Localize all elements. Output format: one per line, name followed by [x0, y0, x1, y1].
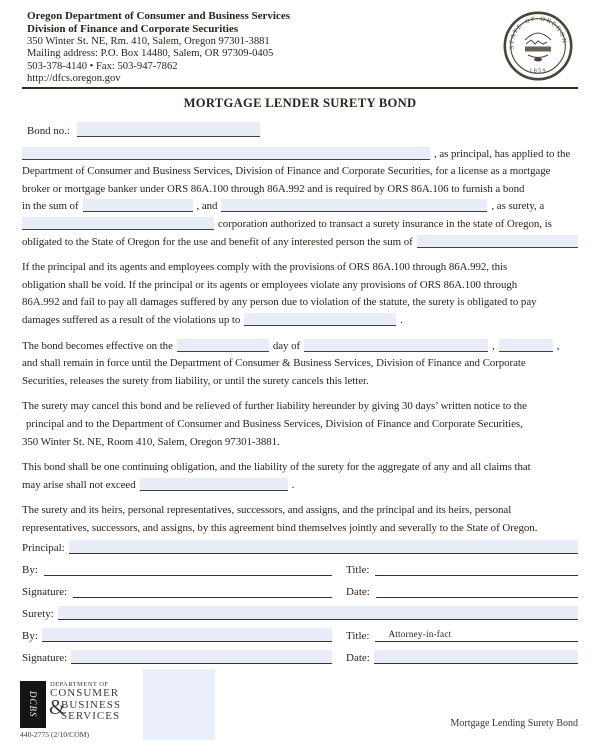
dcbs-logo-text	[50, 681, 121, 723]
form-text-line	[22, 275, 578, 293]
header-divider	[22, 87, 578, 89]
form-text-segment: ,	[492, 339, 495, 352]
form-text-line	[22, 518, 578, 536]
surety-signature-date-row	[22, 648, 578, 664]
principal-signature-line	[73, 585, 332, 598]
surety-title-value: Attorney-in-fact	[388, 629, 452, 639]
logo-ampersand: &	[49, 695, 66, 719]
form-text-segment: This bond shall be one continuing obligation, and the liability of the surety for the aggregate of any and all claims that	[22, 461, 531, 474]
surety-title-line	[375, 628, 578, 642]
mailing-address: Mailing address: P.O. Box 14480, Salem, OR 97309-0405	[27, 48, 274, 60]
form-text-segment: in the sum of	[22, 200, 79, 213]
form-text-segment: day of	[272, 339, 301, 352]
form-text-line	[22, 197, 578, 215]
oregon-state-seal-icon	[500, 8, 576, 84]
principal-title-label: Title:	[346, 564, 370, 576]
dcbs-logo-mark-icon	[20, 681, 46, 728]
agency-name: Oregon Department of Consumer and Business Services	[27, 10, 290, 22]
form-text-line	[22, 414, 578, 432]
form-text-line	[22, 179, 578, 197]
logo-line-consumer: CONSUMER	[50, 687, 120, 699]
form-text-segment: The surety and its heirs, personal representatives, successors, and assigns, and the principal and its heirs, personal	[22, 504, 512, 517]
surety-by-label: By:	[22, 630, 38, 642]
form-text-line	[22, 458, 578, 476]
form-text-segment: .	[400, 313, 403, 326]
form-text-segment: Department of Consumer and Business Services, Division of Finance and Corporate Securities, for a license as a mortgage	[22, 165, 551, 178]
surety-row	[22, 604, 578, 620]
effective-month-field[interactable]	[304, 339, 488, 352]
document-name: Mortgage Lending Surety Bond	[450, 718, 578, 729]
form-text-segment: Securities, releases the surety from liability, or until the surety cancels this letter.	[22, 374, 369, 387]
form-number: 440-2775 (2/10/COM)	[20, 730, 89, 739]
dcbs-mark-letters: DCBS	[28, 691, 38, 718]
form-text-segment: corporation authorized to transact a surety insurance in the state of Oregon, is	[218, 217, 552, 230]
form-body-text	[22, 144, 578, 536]
principal-row	[22, 538, 578, 554]
form-text-segment: The bond becomes effective on the	[22, 339, 173, 352]
form-text-segment: obligation shall be void. If the principal or its agents or employees violate any provisions of ORS 86A.100 through	[22, 278, 518, 291]
form-title: MORTGAGE LENDER SURETY BOND	[183, 96, 417, 110]
logo-line-services: SERVICES	[61, 710, 121, 722]
seal-arc-text: STATE OF OREGON	[508, 15, 568, 50]
surety-state-field[interactable]	[22, 217, 214, 230]
bond-number-field[interactable]	[77, 122, 260, 137]
principal-date-label: Date:	[346, 586, 370, 598]
surety-title-label: Title:	[346, 630, 370, 642]
website-url: http://dfcs.oregon.gov	[27, 72, 121, 84]
form-text-segment: , and	[196, 200, 218, 213]
form-text-segment: representatives, successors, and assigns, by this agreement bind themselves jointly and severally to the State of Oregon.	[22, 521, 538, 534]
form-text-line	[22, 232, 578, 250]
form-text-line	[22, 397, 578, 415]
surety-by-field[interactable]	[42, 628, 332, 642]
violations-limit-field[interactable]	[244, 313, 396, 326]
signature-section	[22, 538, 578, 664]
principal-field[interactable]	[69, 540, 578, 554]
principal-date-line	[376, 585, 578, 598]
form-text-segment: If the principal and its agents and employees comply with the provisions of ORS 86A.100 through 86A.992, this	[22, 261, 508, 274]
principal-signature-label: Signature:	[22, 586, 68, 598]
principal-name-field[interactable]	[22, 147, 430, 160]
surety-date-label: Date:	[346, 652, 370, 664]
surety-name-field[interactable]	[221, 199, 487, 212]
principal-signature-date-row	[22, 582, 578, 598]
principal-label: Principal:	[22, 542, 65, 554]
form-text-segment: 86A.992 and fail to pay all damages suffered by any person due to violation of the statute, the surety is obligated to pay	[22, 296, 537, 309]
form-text-segment: .	[291, 478, 295, 491]
form-text-line	[22, 162, 578, 180]
division-name: Division of Finance and Corporate Securities	[27, 23, 239, 35]
principal-by-title-row	[22, 560, 578, 576]
form-text-line	[22, 475, 578, 493]
obligation-sum-field[interactable]	[417, 235, 578, 248]
seal-year-text: 1859	[529, 67, 547, 75]
bond-number-row	[27, 121, 260, 137]
form-text-line	[22, 293, 578, 311]
form-text-segment: obligated to the State of Oregon for the use and benefit of any interested person the sum of	[22, 235, 413, 248]
dcbs-logo	[20, 681, 121, 728]
surety-signature-field[interactable]	[71, 650, 332, 664]
agency-header	[27, 10, 290, 85]
principal-by-line	[44, 563, 332, 576]
form-text-line	[22, 354, 578, 372]
form-text-line	[22, 501, 578, 519]
form-text-segment: may arise shall not exceed	[22, 478, 136, 491]
form-text-segment: ,	[556, 339, 560, 352]
principal-by-label: By:	[22, 564, 38, 576]
form-text-segment: The surety may cancel this bond and be relieved of further liability hereunder by giving 30 days’ written notice to the	[22, 400, 527, 413]
street-address: 350 Winter St. NE, Rm. 410, Salem, Oregon 97301-3881	[27, 36, 270, 47]
oregon-state-seal	[500, 8, 576, 84]
form-text-segment: damages suffered as a result of the violations up to	[22, 313, 241, 326]
phone-fax: 503-378-4140 • Fax: 503-947-7862	[27, 60, 178, 72]
aggregate-limit-field[interactable]	[140, 478, 288, 491]
form-text-line	[22, 310, 578, 328]
logo-line-department: DEPARTMENT OF	[50, 681, 109, 688]
floating-form-field[interactable]	[143, 669, 215, 740]
surety-by-title-row	[22, 626, 578, 642]
form-text-segment: , as principal, has applied to the	[434, 147, 571, 160]
surety-date-field[interactable]	[374, 650, 578, 664]
effective-day-field[interactable]	[177, 339, 269, 352]
surety-signature-label: Signature:	[22, 652, 68, 664]
form-text-segment: and shall remain in force until the Department of Consumer & Business Services, Division of Finance and Corporate	[22, 357, 526, 370]
surety-label: Surety:	[22, 608, 54, 620]
surety-field[interactable]	[58, 606, 578, 620]
effective-year-field[interactable]	[499, 339, 553, 352]
form-text-line	[22, 432, 578, 450]
bond-sum-field[interactable]	[83, 199, 193, 212]
form-text-segment: , as surety, a	[491, 200, 545, 213]
form-text-segment: broker or mortgage banker under ORS 86A.100 through 86A.992 and is required by ORS 86A.106 to furnish a bond	[22, 182, 525, 195]
form-text-line	[22, 371, 578, 389]
principal-title-line	[375, 563, 578, 576]
form-text-line	[22, 214, 578, 232]
form-text-line	[22, 144, 578, 162]
form-text-segment: principal and to the Department of Consumer and Business Services, Division of Finance and Corporate Securities,	[26, 417, 523, 430]
form-text-segment: 350 Winter St. NE, Room 410, Salem, Oregon 97301-3881.	[22, 435, 280, 448]
form-text-line	[22, 258, 578, 276]
bond-number-label: Bond no.:	[27, 125, 70, 137]
form-text-line	[22, 336, 578, 354]
logo-line-business: BUSINESS	[61, 698, 121, 711]
